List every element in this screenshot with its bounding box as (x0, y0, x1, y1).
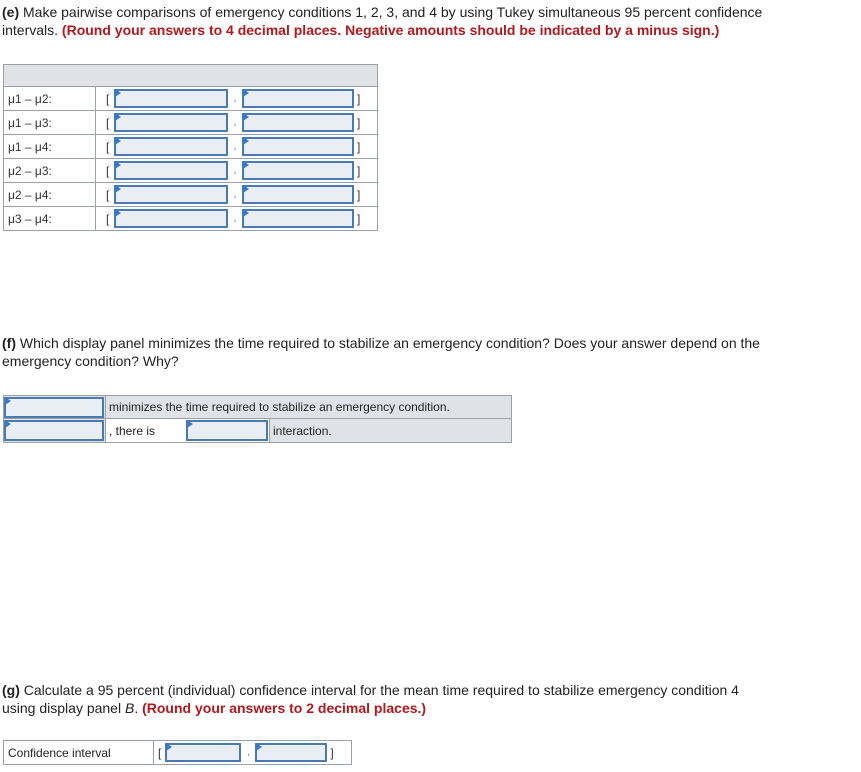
panel-select[interactable] (4, 397, 104, 418)
comparison-label: μ1 – μ4: (4, 135, 96, 159)
upper-bound-input[interactable] (242, 185, 354, 204)
part-f-label: (f) (2, 335, 16, 351)
lower-bound-input[interactable] (114, 185, 228, 204)
open-bracket: [ (106, 139, 110, 154)
answer-flag-icon (115, 161, 121, 169)
interaction-row (4, 419, 512, 443)
comparison-label: μ3 – μ4: (4, 207, 96, 231)
table-row (4, 183, 378, 207)
question-g-text-line2a: using display panel (2, 700, 125, 716)
display-panel-table (3, 395, 512, 443)
question-e-text-line2: intervals. (2, 22, 62, 38)
upper-bound-input[interactable] (242, 89, 354, 108)
question-f-text-line2: emergency condition? Why? (2, 353, 179, 369)
panel-row (4, 396, 512, 419)
answer-flag-icon (115, 209, 121, 217)
answer-flag-icon (5, 420, 11, 428)
comparison-label: μ1 – μ2: (4, 87, 96, 111)
lower-bound-input[interactable] (114, 161, 228, 180)
ci-lower-input[interactable] (165, 743, 241, 762)
comma: , (233, 93, 237, 104)
dependence-select[interactable] (4, 420, 104, 441)
lower-bound-input[interactable] (114, 89, 228, 108)
answer-flag-icon (243, 137, 249, 145)
interaction-text: interaction. (270, 419, 512, 443)
close-bracket: ] (357, 115, 361, 130)
table-row (4, 159, 378, 183)
interaction-select[interactable] (186, 420, 268, 441)
panel-row-text: minimizes the time required to stabilize an emergency condition. (106, 396, 512, 419)
comma: , (233, 117, 237, 128)
table-row (4, 207, 378, 231)
open-bracket: [ (158, 745, 162, 760)
answer-flag-icon (243, 89, 249, 97)
close-bracket: ] (357, 211, 361, 226)
comparison-label: μ2 – μ3: (4, 159, 96, 183)
answer-flag-icon (243, 209, 249, 217)
question-g-instruction: (Round your answers to 2 decimal places.) (142, 700, 427, 716)
question-g (2, 681, 739, 717)
comma: , (233, 141, 237, 152)
answer-flag-icon (256, 743, 262, 751)
upper-bound-input[interactable] (242, 209, 354, 228)
close-bracket: ] (357, 139, 361, 154)
answer-flag-icon (115, 137, 121, 145)
question-f-text-line1: Which display panel minimizes the time required to stabilize an emergency condition? Does your answer depend on the (16, 335, 760, 351)
close-bracket: ] (357, 163, 361, 178)
lower-bound-input[interactable] (114, 113, 228, 132)
answer-flag-icon (166, 743, 172, 751)
comma: , (233, 189, 237, 200)
answer-flag-icon (115, 89, 121, 97)
table-header-row (4, 65, 378, 87)
answer-flag-icon (115, 113, 121, 121)
lower-bound-input[interactable] (114, 209, 228, 228)
open-bracket: [ (106, 187, 110, 202)
question-g-text-line1: Calculate a 95 percent (individual) confidence interval for the mean time required to stabilize emergency condition 4 (19, 682, 739, 698)
comparison-label: μ1 – μ3: (4, 111, 96, 135)
confidence-interval-row (3, 740, 352, 765)
part-e-label: (e) (2, 4, 20, 20)
close-bracket: ] (357, 187, 361, 202)
answer-flag-icon (5, 397, 11, 405)
answer-flag-icon (243, 161, 249, 169)
question-g-text-line2b: . (134, 700, 143, 716)
open-bracket: [ (106, 211, 110, 226)
answer-flag-icon (243, 185, 249, 193)
question-e (2, 3, 762, 39)
panel-letter: B (124, 700, 135, 716)
open-bracket: [ (106, 115, 110, 130)
comma: , (233, 213, 237, 224)
question-f (2, 334, 760, 370)
question-e-instruction: (Round your answers to 4 decimal places. Negative amounts should be indicated by a minus sign.) (61, 22, 720, 38)
answer-flag-icon (115, 185, 121, 193)
comparison-label: μ2 – μ4: (4, 183, 96, 207)
confidence-interval-label: Confidence interval (4, 741, 154, 764)
answer-flag-icon (187, 420, 193, 428)
table-row (4, 135, 378, 159)
comma: , (246, 747, 250, 758)
open-bracket: [ (106, 91, 110, 106)
part-g-label: (g) (2, 682, 20, 698)
close-bracket: ] (330, 745, 334, 760)
upper-bound-input[interactable] (242, 161, 354, 180)
upper-bound-input[interactable] (242, 113, 354, 132)
ci-upper-input[interactable] (255, 743, 327, 762)
table-row (4, 87, 378, 111)
table-row (4, 111, 378, 135)
open-bracket: [ (106, 163, 110, 178)
comma: , (233, 165, 237, 176)
close-bracket: ] (357, 91, 361, 106)
question-e-text-line1: Make pairwise comparisons of emergency conditions 1, 2, 3, and 4 by using Tukey simultaneous 95 percent confidence (19, 4, 763, 20)
lower-bound-input[interactable] (114, 137, 228, 156)
there-is-text: , there is (109, 423, 156, 438)
upper-bound-input[interactable] (242, 137, 354, 156)
answer-flag-icon (243, 113, 249, 121)
tukey-intervals-table (3, 64, 378, 231)
